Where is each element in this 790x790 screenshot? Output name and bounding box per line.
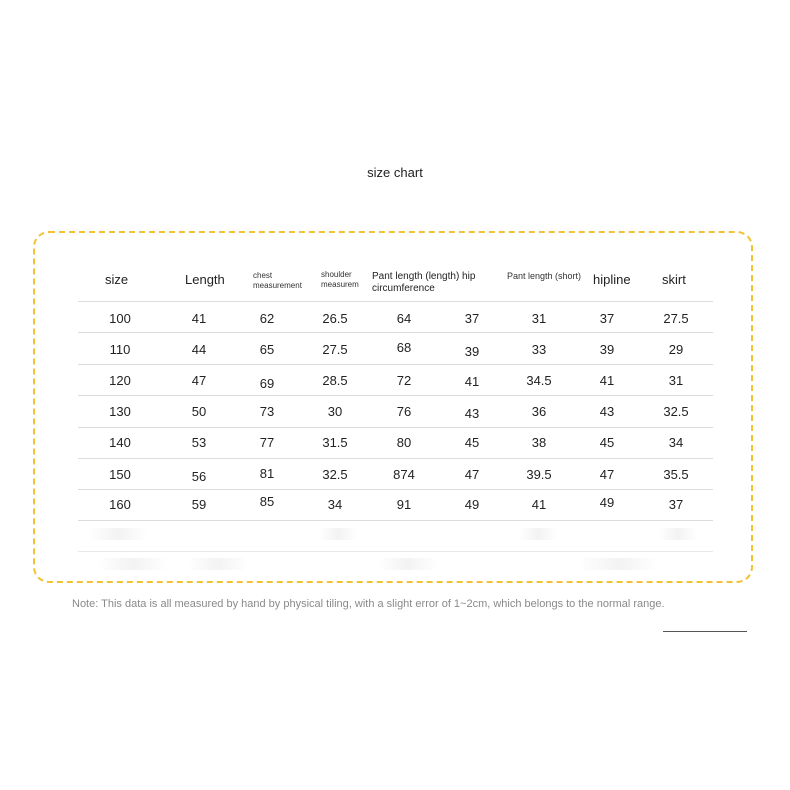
- cell-length: 53: [191, 435, 207, 450]
- cell-chest: 69: [259, 376, 275, 391]
- header-shoulder-line1: shoulder: [321, 270, 352, 279]
- cell-skirt: 31: [668, 373, 684, 388]
- row-divider: [78, 551, 713, 552]
- cell-pant-length: 80: [396, 435, 412, 450]
- cell-pant-length: 91: [396, 497, 412, 512]
- cell-hip-circumference: 43: [464, 406, 480, 421]
- header-shoulder-line2: measurem: [321, 280, 359, 289]
- cell-skirt: 37: [668, 497, 684, 512]
- header-pant-hip-line2: circumference: [372, 283, 435, 294]
- row-divider: [78, 520, 713, 521]
- cell-size: 130: [109, 404, 131, 419]
- cell-size: 140: [109, 435, 131, 450]
- row-divider: [78, 427, 713, 428]
- cell-pant-length: 76: [396, 404, 412, 419]
- cell-skirt: 32.5: [663, 404, 689, 419]
- size-chart-title: size chart: [367, 165, 423, 180]
- header-length: Length: [185, 272, 225, 287]
- cell-chest: 85: [259, 494, 275, 509]
- cell-pant-short: 34.5: [526, 373, 552, 388]
- cell-shoulder: 26.5: [322, 311, 348, 326]
- cell-shoulder: 34: [327, 497, 343, 512]
- cell-shoulder: 28.5: [322, 373, 348, 388]
- cell-hip-circumference: 49: [464, 497, 480, 512]
- cell-pant-short: 38: [531, 435, 547, 450]
- size-table: [78, 0, 713, 790]
- cell-hipline: 43: [599, 404, 615, 419]
- cell-skirt: 27.5: [663, 311, 689, 326]
- cell-hipline: 37: [599, 311, 615, 326]
- cell-skirt: 34: [668, 435, 684, 450]
- cell-shoulder: 31.5: [322, 435, 348, 450]
- cell-skirt: 29: [668, 342, 684, 357]
- cell-chest: 65: [259, 342, 275, 357]
- cell-hipline: 39: [599, 342, 615, 357]
- cell-length: 41: [191, 311, 207, 326]
- cell-size: 160: [109, 497, 131, 512]
- cell-hipline: 45: [599, 435, 615, 450]
- cell-size: 110: [109, 342, 131, 357]
- cell-length: 44: [191, 342, 207, 357]
- cell-hip-circumference: 45: [464, 435, 480, 450]
- cell-hip-circumference: 47: [464, 467, 480, 482]
- header-size: size: [105, 272, 129, 287]
- cell-shoulder: 30: [327, 404, 343, 419]
- row-divider: [78, 458, 713, 459]
- measurement-note: Note: This data is all measured by hand by physical tiling, with a slight error of 1~2cm, which belongs to the normal range.: [72, 598, 665, 610]
- header-hipline: hipline: [593, 272, 631, 287]
- row-divider: [78, 489, 713, 490]
- faded-cell: [318, 528, 358, 540]
- cell-hip-circumference: 41: [464, 374, 480, 389]
- cell-length: 47: [191, 373, 207, 388]
- cell-hipline: 41: [599, 373, 615, 388]
- faded-cell: [518, 528, 558, 540]
- row-divider: [78, 301, 713, 302]
- cell-length: 56: [191, 469, 207, 484]
- cell-size: 100: [109, 311, 131, 326]
- faded-cell: [578, 558, 658, 570]
- header-pant-hip-line1: Pant length (length) hip: [372, 271, 476, 282]
- cell-pant-short: 41: [531, 497, 547, 512]
- cell-pant-short: 31: [531, 311, 547, 326]
- cell-chest: 81: [259, 466, 275, 481]
- cell-hipline: 49: [599, 495, 615, 510]
- faded-cell: [188, 558, 248, 570]
- cell-pant-length: 874: [393, 467, 415, 482]
- cell-chest: 77: [259, 435, 275, 450]
- header-chest-line1: chest: [253, 271, 273, 280]
- cell-chest: 62: [259, 311, 275, 326]
- cell-shoulder: 32.5: [322, 467, 348, 482]
- cell-length: 59: [191, 497, 207, 512]
- cell-skirt: 35.5: [663, 467, 689, 482]
- cell-chest: 73: [259, 404, 275, 419]
- cell-pant-length: 64: [396, 311, 412, 326]
- cell-pant-length: 68: [396, 340, 412, 355]
- cell-shoulder: 27.5: [322, 342, 348, 357]
- cell-hipline: 47: [599, 467, 615, 482]
- faded-cell: [658, 528, 698, 540]
- cell-size: 150: [109, 467, 131, 482]
- cell-pant-short: 33: [531, 342, 547, 357]
- divider-line: [663, 631, 747, 632]
- header-pant-short: Pant length (short): [507, 271, 582, 281]
- cell-hip-circumference: 37: [464, 311, 480, 326]
- row-divider: [78, 395, 713, 396]
- cell-size: 120: [109, 373, 131, 388]
- row-divider: [78, 332, 713, 333]
- row-divider: [78, 364, 713, 365]
- faded-cell: [98, 558, 168, 570]
- cell-pant-short: 36: [531, 404, 547, 419]
- cell-length: 50: [191, 404, 207, 419]
- header-chest-line2: measurement: [253, 281, 302, 290]
- cell-hip-circumference: 39: [464, 344, 480, 359]
- header-skirt: skirt: [662, 272, 686, 287]
- cell-pant-short: 39.5: [526, 467, 552, 482]
- faded-cell: [88, 528, 148, 540]
- cell-pant-length: 72: [396, 373, 412, 388]
- faded-cell: [378, 558, 438, 570]
